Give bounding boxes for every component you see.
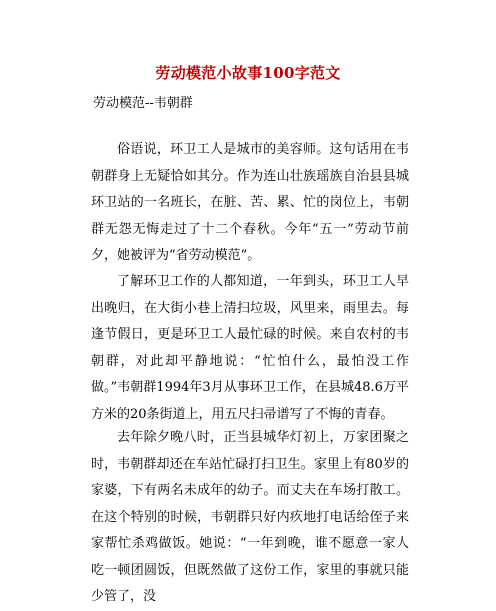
paragraph-3: 去年除夕晚八时，正当县城华灯初上，万家团聚之时，韦朝群却还在车站忙碌打扫卫生。家里上有80岁的家婆，下有两名未成年的幼子。而丈夫在车场打散工。在这个特别的时候，韦朝群只好内疚地打电话给侄子来家帮忙杀鸡做饭。她说：“一年到晚，谁不愿意一家人吃一顿团圆饭，但既然做了这份工作，家里的事就只能少管了，没	[91, 430, 409, 604]
paragraph-2: 了解环卫工作的人都知道，一年到头，环卫工人早出晚归，在大街小巷上清扫垃圾，风里来，雨里去。每逢节假日，更是环卫工人最忙碌的时候。来自农村的韦朝群，对此却平静地说：“忙怕什么，最怕没工作做。”韦朝群1994年3月从事环卫工作，在县城48.6万平方米的20条街道上，用五尺扫帚谱写了不悔的青春。	[91, 274, 409, 422]
document-title: 劳动模范小故事100字范文	[155, 64, 341, 82]
document-subtitle: 劳动模范--韦朝群	[93, 96, 193, 111]
paragraph-1: 俗语说，环卫工人是城市的美容师。这句话用在韦朝群身上无疑恰如其分。作为连山壮族瑶族自治县县城环卫站的一名班长，在脏、苦、累、忙的岗位上，韦朝群无怨无悔走过了十二个春秋。今年“五一”劳动节前夕，她被评为“省劳动模范”。	[91, 142, 409, 263]
